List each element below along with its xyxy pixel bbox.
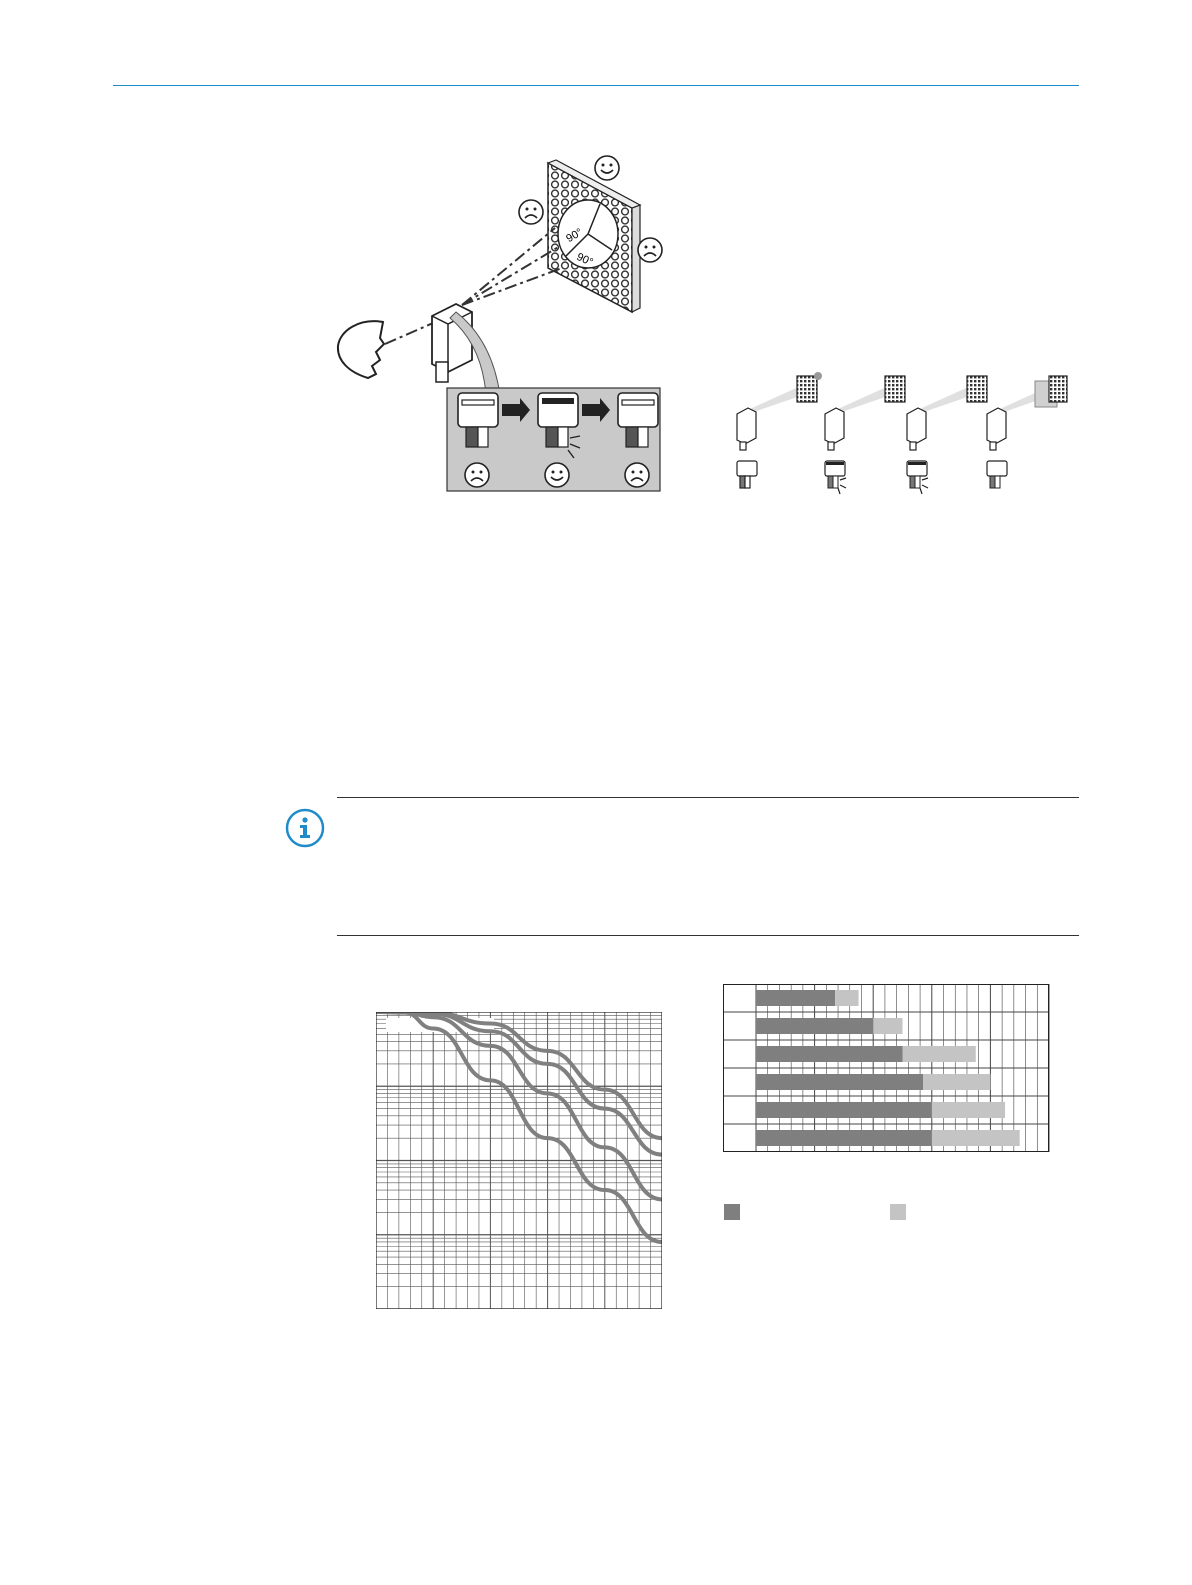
bar-5-series-1: [756, 1102, 932, 1118]
bar-4-series-1: [756, 1074, 923, 1090]
line-chart: [376, 1012, 662, 1309]
angle-label-1: 90°: [564, 226, 585, 246]
reflector-scenarios-illustration: [725, 365, 1070, 495]
bar-3-series-1: [756, 1046, 903, 1062]
bar-4-series-2: [923, 1074, 990, 1090]
legend-swatch-dark: [724, 1204, 740, 1220]
bar-2-series-1: [756, 1018, 873, 1034]
chart-curves: [376, 1012, 662, 1242]
note-rule-top: [337, 797, 1079, 798]
smiley-icon: [593, 154, 621, 182]
legend-swatch-light: [890, 1204, 906, 1220]
bar-5-series-2: [932, 1102, 1005, 1118]
frowny-icon: [463, 461, 491, 489]
angle-label-2: 90°: [574, 250, 595, 269]
alignment-illustration: [330, 150, 675, 495]
bar-1-series-1: [756, 990, 835, 1006]
frowny-icon: [623, 461, 651, 489]
info-icon: [285, 808, 325, 848]
note-rule-bottom: [337, 935, 1079, 936]
bar-chart: [723, 984, 1051, 1154]
bar-1-series-2: [835, 990, 858, 1006]
bar-3-series-2: [903, 1046, 976, 1062]
bar-6-series-1: [756, 1130, 932, 1146]
frowny-icon: [517, 198, 545, 226]
frowny-icon: [636, 236, 664, 264]
chart-grid: [723, 984, 1049, 1152]
header-rule: [113, 85, 1079, 86]
bar-6-series-2: [932, 1130, 1020, 1146]
smiley-icon: [543, 461, 571, 489]
bar-2-series-2: [873, 1018, 902, 1034]
chart-grid: [376, 1012, 662, 1309]
curve-3: [376, 1012, 662, 1155]
